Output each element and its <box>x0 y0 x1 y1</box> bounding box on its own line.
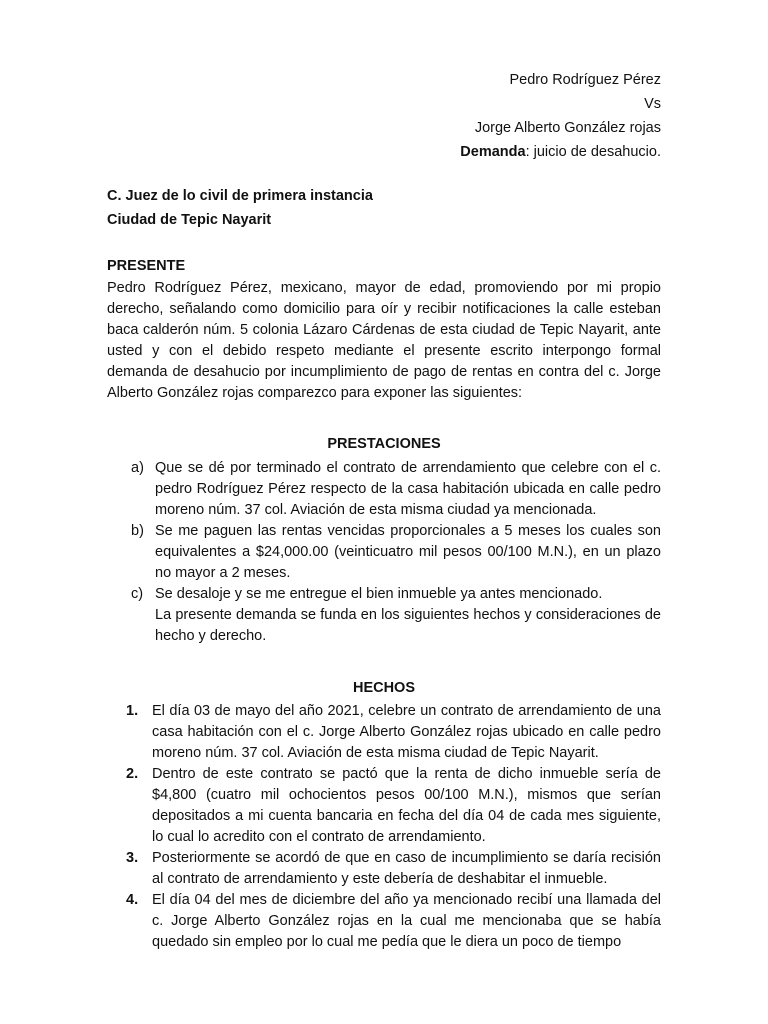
case-header <box>460 68 661 164</box>
list-item <box>107 458 661 521</box>
list-item <box>107 764 661 848</box>
list-item <box>107 701 661 764</box>
hechos-list <box>107 701 661 953</box>
addressee <box>107 184 373 232</box>
list-marker: 2. <box>126 766 139 782</box>
demand-value: : juicio de desahucio. <box>525 144 661 160</box>
list-item-text: Se me paguen las rentas vencidas proporcionales a 5 meses los cuales son equivalentes a $24,000.00 (veinticuatro mil pesos 00/100 M.N.), en un plazo no mayor a 2 meses. <box>155 523 661 581</box>
plaintiff-name: Pedro Rodríguez Pérez <box>509 72 661 88</box>
list-item-text: El día 03 de mayo del año 2021, celebre un contrato de arrendamiento de una casa habitación con el c. Jorge Alberto González rojas ubicado en calle pedro moreno núm. 37 col. Aviación de esta misma ciudad de Tepic Nayarit. <box>152 703 661 761</box>
list-item-text: Que se dé por terminado el contrato de arrendamiento que celebre con el c. pedro Rodríguez Pérez respecto de la casa habitación ubicada en calle pedro moreno núm. 37 col. Aviación de esta misma ciudad ya mencionada. <box>155 460 661 518</box>
intro-paragraph: Pedro Rodríguez Pérez, mexicano, mayor de edad, promoviendo por mi propio derecho, señalando como domicilio para oír y recibir notificaciones la calle esteban baca calderón núm. 5 colonia Lázaro Cárdenas de esta ciudad de Tepic Nayarit, ante usted y con el debido respeto mediante el presente escrito interpongo formal demanda de desahucio por incumplimiento de pago de rentas en contra del c. Jorge Alberto González rojas comparezco para exponer las siguientes: <box>107 280 661 401</box>
prestaciones-closing: La presente demanda se funda en los siguientes hechos y consideraciones de hecho y derecho. <box>155 607 661 644</box>
list-marker: 1. <box>126 703 139 719</box>
demand-line <box>460 140 661 164</box>
list-item <box>107 584 661 605</box>
list-item-text: El día 04 del mes de diciembre del año ya mencionado recibí una llamada del c. Jorge Alberto González rojas en la cual me mencionaba que se había quedado sin empleo por lo cual me pedía que le diera un poco de tiempo <box>152 892 661 950</box>
versus-label: Vs <box>644 96 661 112</box>
addressee-judge: C. Juez de lo civil de primera instancia <box>107 188 373 204</box>
list-marker: 3. <box>126 850 139 866</box>
addressee-city: Ciudad de Tepic Nayarit <box>107 212 272 228</box>
hechos-heading: HECHOS <box>352 680 416 696</box>
list-marker: c) <box>131 586 144 602</box>
defendant-name: Jorge Alberto González rojas <box>474 120 661 136</box>
prestaciones-list <box>107 458 661 605</box>
prestaciones-heading: PRESTACIONES <box>327 436 441 452</box>
prestaciones-section <box>107 458 661 647</box>
list-item-text: Se desaloje y se me entregue el bien inmueble ya antes mencionado. <box>155 586 603 602</box>
list-marker: a) <box>131 460 144 476</box>
list-item <box>107 848 661 890</box>
demand-label: Demanda <box>460 144 526 160</box>
list-item-text: Dentro de este contrato se pactó que la renta de dicho inmueble sería de $4,800 (cuatro mil ochocientos pesos 00/100 M.N.), mismos que serían depositados a mi cuenta bancaria en fecha del día 04 de cada mes siguiente, lo cual lo acredito con el contrato de arrendamiento. <box>152 766 661 845</box>
presente-heading: PRESENTE <box>107 258 186 274</box>
list-marker: 4. <box>126 892 139 908</box>
list-item <box>107 890 661 953</box>
list-item-text: Posteriormente se acordó de que en caso de incumplimiento se daría recisión al contrato de arrendamiento y este debería de deshabitar el inmueble. <box>152 850 661 887</box>
list-item <box>107 521 661 584</box>
list-marker: b) <box>131 523 144 539</box>
